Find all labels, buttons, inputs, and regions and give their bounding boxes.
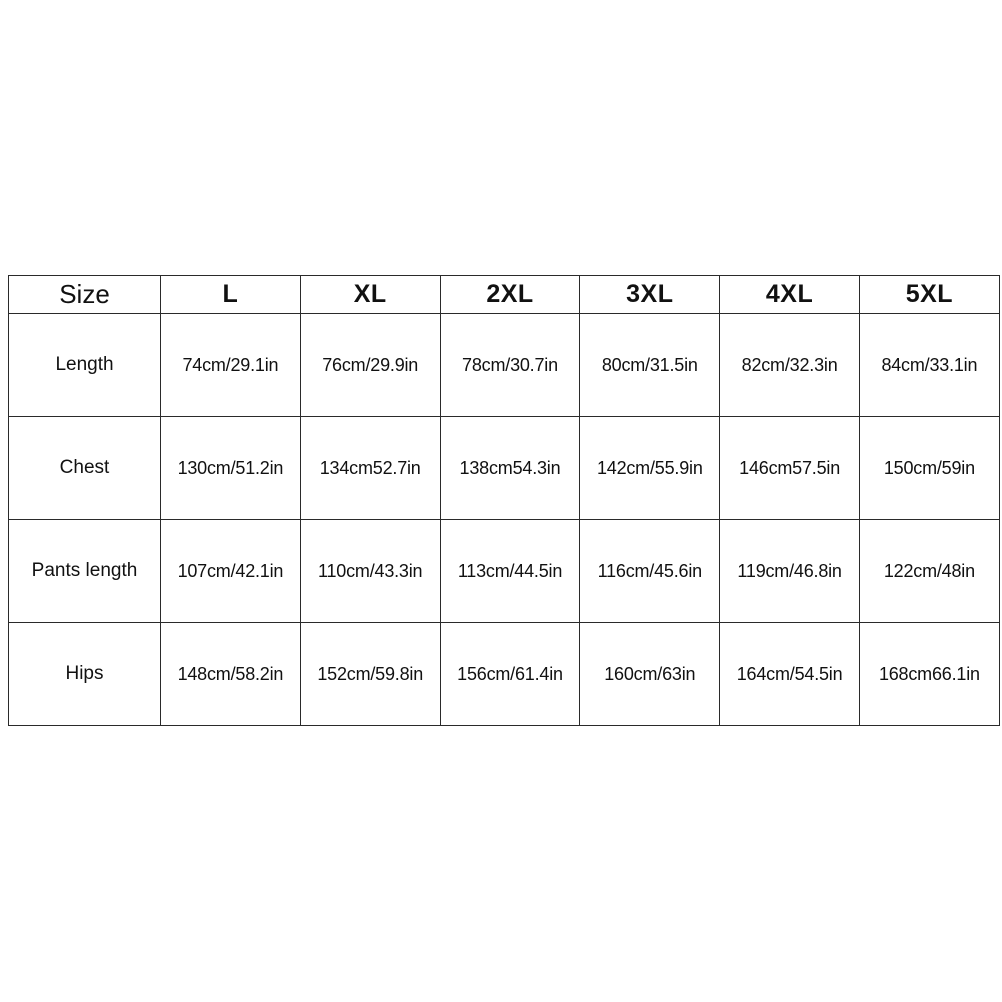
table-cell: 107cm/42.1in	[161, 520, 301, 623]
table-cell: 78cm/30.7in	[440, 314, 580, 417]
table-cell: 160cm/63in	[580, 623, 720, 726]
table-cell: 110cm/43.3in	[300, 520, 440, 623]
measurement-row-length	[9, 314, 1000, 417]
table-cell: 148cm/58.2in	[161, 623, 301, 726]
table-cell: 130cm/51.2in	[161, 417, 301, 520]
size-header-2xl: 2XL	[440, 276, 580, 314]
table-cell: 164cm/54.5in	[720, 623, 860, 726]
size-header-xl: XL	[300, 276, 440, 314]
size-header-l: L	[161, 276, 301, 314]
size-chart-table	[8, 275, 1000, 726]
table-cell: 134cm52.7in	[300, 417, 440, 520]
row-label-hips: Hips	[9, 623, 161, 726]
row-label-chest: Chest	[9, 417, 161, 520]
measurement-row-chest	[9, 417, 1000, 520]
table-cell: 119cm/46.8in	[720, 520, 860, 623]
table-cell: 82cm/32.3in	[720, 314, 860, 417]
table-cell: 74cm/29.1in	[161, 314, 301, 417]
table-cell: 146cm57.5in	[720, 417, 860, 520]
table-cell: 168cm66.1in	[859, 623, 999, 726]
size-corner-label: Size	[9, 276, 161, 314]
size-header-row	[9, 276, 1000, 314]
size-header-5xl: 5XL	[859, 276, 999, 314]
table-cell: 84cm/33.1in	[859, 314, 999, 417]
row-label-length: Length	[9, 314, 161, 417]
table-cell: 152cm/59.8in	[300, 623, 440, 726]
table-cell: 80cm/31.5in	[580, 314, 720, 417]
table-cell: 142cm/55.9in	[580, 417, 720, 520]
measurement-row-hips	[9, 623, 1000, 726]
measurement-row-pants-length	[9, 520, 1000, 623]
table-cell: 156cm/61.4in	[440, 623, 580, 726]
table-cell: 138cm54.3in	[440, 417, 580, 520]
table-cell: 76cm/29.9in	[300, 314, 440, 417]
size-header-4xl: 4XL	[720, 276, 860, 314]
size-header-3xl: 3XL	[580, 276, 720, 314]
table-cell: 113cm/44.5in	[440, 520, 580, 623]
row-label-pants-length: Pants length	[9, 520, 161, 623]
table-cell: 116cm/45.6in	[580, 520, 720, 623]
table-cell: 150cm/59in	[859, 417, 999, 520]
table-cell: 122cm/48in	[859, 520, 999, 623]
